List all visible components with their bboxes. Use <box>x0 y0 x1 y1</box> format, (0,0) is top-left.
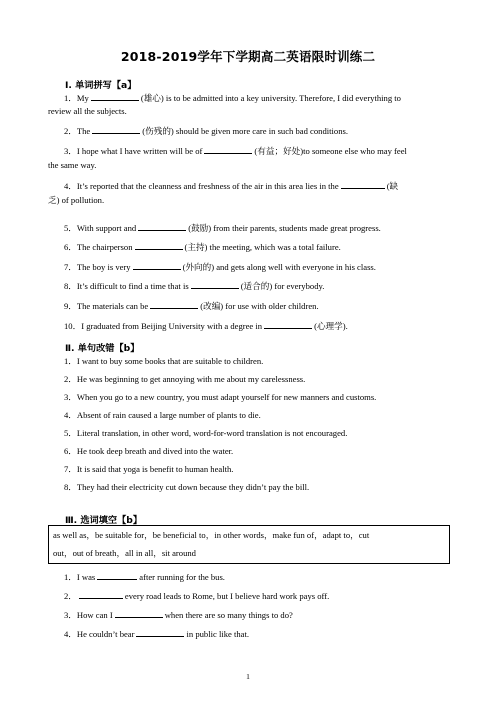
s2-item-3: 3．When you go to a new country, you must adapt yourself for new manners and customs. <box>64 392 377 402</box>
s1-item-7: 7．The boy is very (外向的) and gets along well with everyone in his class. <box>64 262 376 272</box>
answer-blank[interactable] <box>91 92 139 101</box>
answer-blank[interactable] <box>92 125 140 134</box>
answer-blank[interactable] <box>79 590 123 599</box>
s2-item-5: 5．Literal translation, in other word, word-for-word translation is not encouraged. <box>64 428 348 438</box>
s3-item-1: 1．I was after running for the bus. <box>64 572 225 582</box>
s2-item-2: 2．He was beginning to get annoying with me about my carelessness. <box>64 374 306 384</box>
answer-blank[interactable] <box>341 180 385 189</box>
s1-item-3-cont: the same way. <box>48 160 97 170</box>
s3-item-2: 2． every road leads to Rome, but I believe hard work pays off. <box>64 591 330 601</box>
answer-blank[interactable] <box>115 609 163 618</box>
s1-item-10: 10．I graduated from Beijing University with a degree in (心理学). <box>64 321 348 331</box>
page-title: 2018-2019学年下学期高二英语限时训练二 <box>120 49 376 64</box>
answer-blank[interactable] <box>138 222 186 231</box>
page-number: 1 <box>246 672 250 681</box>
s3-item-3: 3．How can I when there are so many things to do? <box>64 610 293 620</box>
s1-item-4-cont: 乏) of pollution. <box>48 195 105 205</box>
word-bank-line-2: out，out of breath，all in all，sit around <box>53 548 196 558</box>
section1-heading: Ⅰ. 单词拼写【a】 <box>65 80 137 91</box>
s2-item-1: 1．I want to buy some books that are suitable to children. <box>64 356 264 366</box>
word-bank-box <box>48 525 450 564</box>
section3-heading: Ⅲ. 选词填空【b】 <box>65 515 143 526</box>
s2-item-7: 7．It is said that yoga is benefit to human health. <box>64 464 234 474</box>
s1-item-1: 1．My (雄心) is to be admitted into a key university. Therefore, I did everything to <box>64 93 401 103</box>
s2-item-4: 4．Absent of rain caused a large number of plants to die. <box>64 410 261 420</box>
word-bank-line-1: as well as，be suitable for，be beneficial to，in other words，make fun of，adapt to，cut <box>53 530 370 540</box>
answer-blank[interactable] <box>97 571 137 580</box>
s2-item-8: 8．They had their electricity cut down because they didn’t pay the bill. <box>64 482 310 492</box>
answer-blank[interactable] <box>204 145 252 154</box>
section2-heading: Ⅱ. 单句改错【b】 <box>65 343 140 354</box>
s3-item-4: 4．He couldn’t bear in public like that. <box>64 629 250 639</box>
s1-item-3: 3．I hope what I have written will be of (有益；好处)to someone else who may feel <box>64 146 407 156</box>
answer-blank[interactable] <box>133 261 181 270</box>
s2-item-6: 6．He took deep breath and dived into the water. <box>64 446 234 456</box>
answer-blank[interactable] <box>191 280 239 289</box>
s1-item-6: 6．The chairperson (主持) the meeting, which was a total failure. <box>64 242 341 252</box>
s1-item-8: 8．It’s difficult to find a time that is (适合的) for everybody. <box>64 281 325 291</box>
s1-item-2: 2．The (伤残的) should be given more care in such bad conditions. <box>64 126 348 136</box>
s1-item-1-cont: review all the subjects. <box>48 106 127 116</box>
answer-blank[interactable] <box>150 300 198 309</box>
s1-item-9: 9．The materials can be (改编) for use with older children. <box>64 301 319 311</box>
s1-item-5: 5．With support and (鼓励) from their parents, students made great progress. <box>64 223 381 233</box>
s1-item-4: 4．It’s reported that the cleanness and freshness of the air in this area lies in the (缺 <box>64 181 399 191</box>
answer-blank[interactable] <box>135 241 183 250</box>
answer-blank[interactable] <box>264 320 312 329</box>
answer-blank[interactable] <box>136 628 184 637</box>
